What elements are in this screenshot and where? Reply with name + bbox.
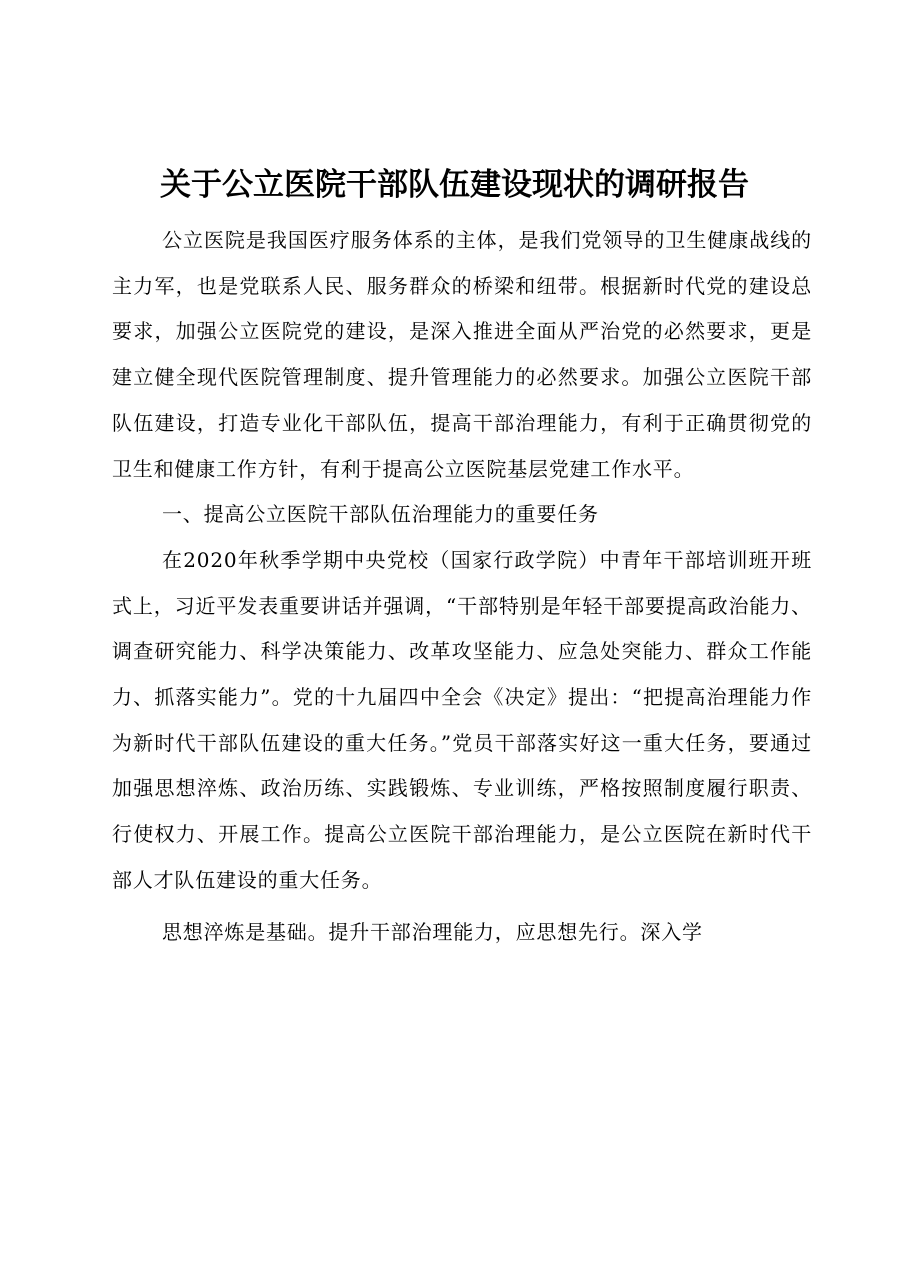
section-heading-1: 一、提高公立医院干部队伍治理能力的重要任务 (162, 502, 599, 527)
document-title: 关于公立医院干部队伍建设现状的调研报告 (160, 167, 749, 203)
paragraph-thought-tempering: 思想淬炼是基础。提升干部治理能力，应思想先行。深入学 (162, 919, 703, 944)
paragraph-section-1: 在2020年秋季学期中央党校（国家行政学院）中青年干部培训班开班式上，习近平发表重要讲话并强调，“干部特别是年轻干部要提高政治能力、调查研究能力、科学决策能力、改革攻坚能力、应急处突能力、群众工作能力、抓落实能力”。党的十九届四中全会《决定》提出：“把提高治理能力作为新时代干部队伍建设的重大任务。”党员干部落实好这一重大任务，要通过加强思想淬炼、政治历练、实践锻炼、专业训练，严格按照制度履行职责、行使权力、开展工作。提高公立医院干部治理能力，是公立医院在新时代干部人才队伍建设的重大任务。 (112, 547, 812, 892)
paragraph-intro: 公立医院是我国医疗服务体系的主体，是我们党领导的卫生健康战线的主力军，也是党联系人民、服务群众的桥梁和纽带。根据新时代党的建设总要求，加强公立医院党的建设，是深入推进全面从严治党的必然要求，更是建立健全现代医院管理制度、提升管理能力的必然要求。加强公立医院干部队伍建设，打造专业化干部队伍，提高干部治理能力，有利于正确贯彻党的卫生和健康工作方针，有利于提高公立医院基层党建工作水平。 (112, 228, 812, 481)
document-body (112, 218, 812, 955)
